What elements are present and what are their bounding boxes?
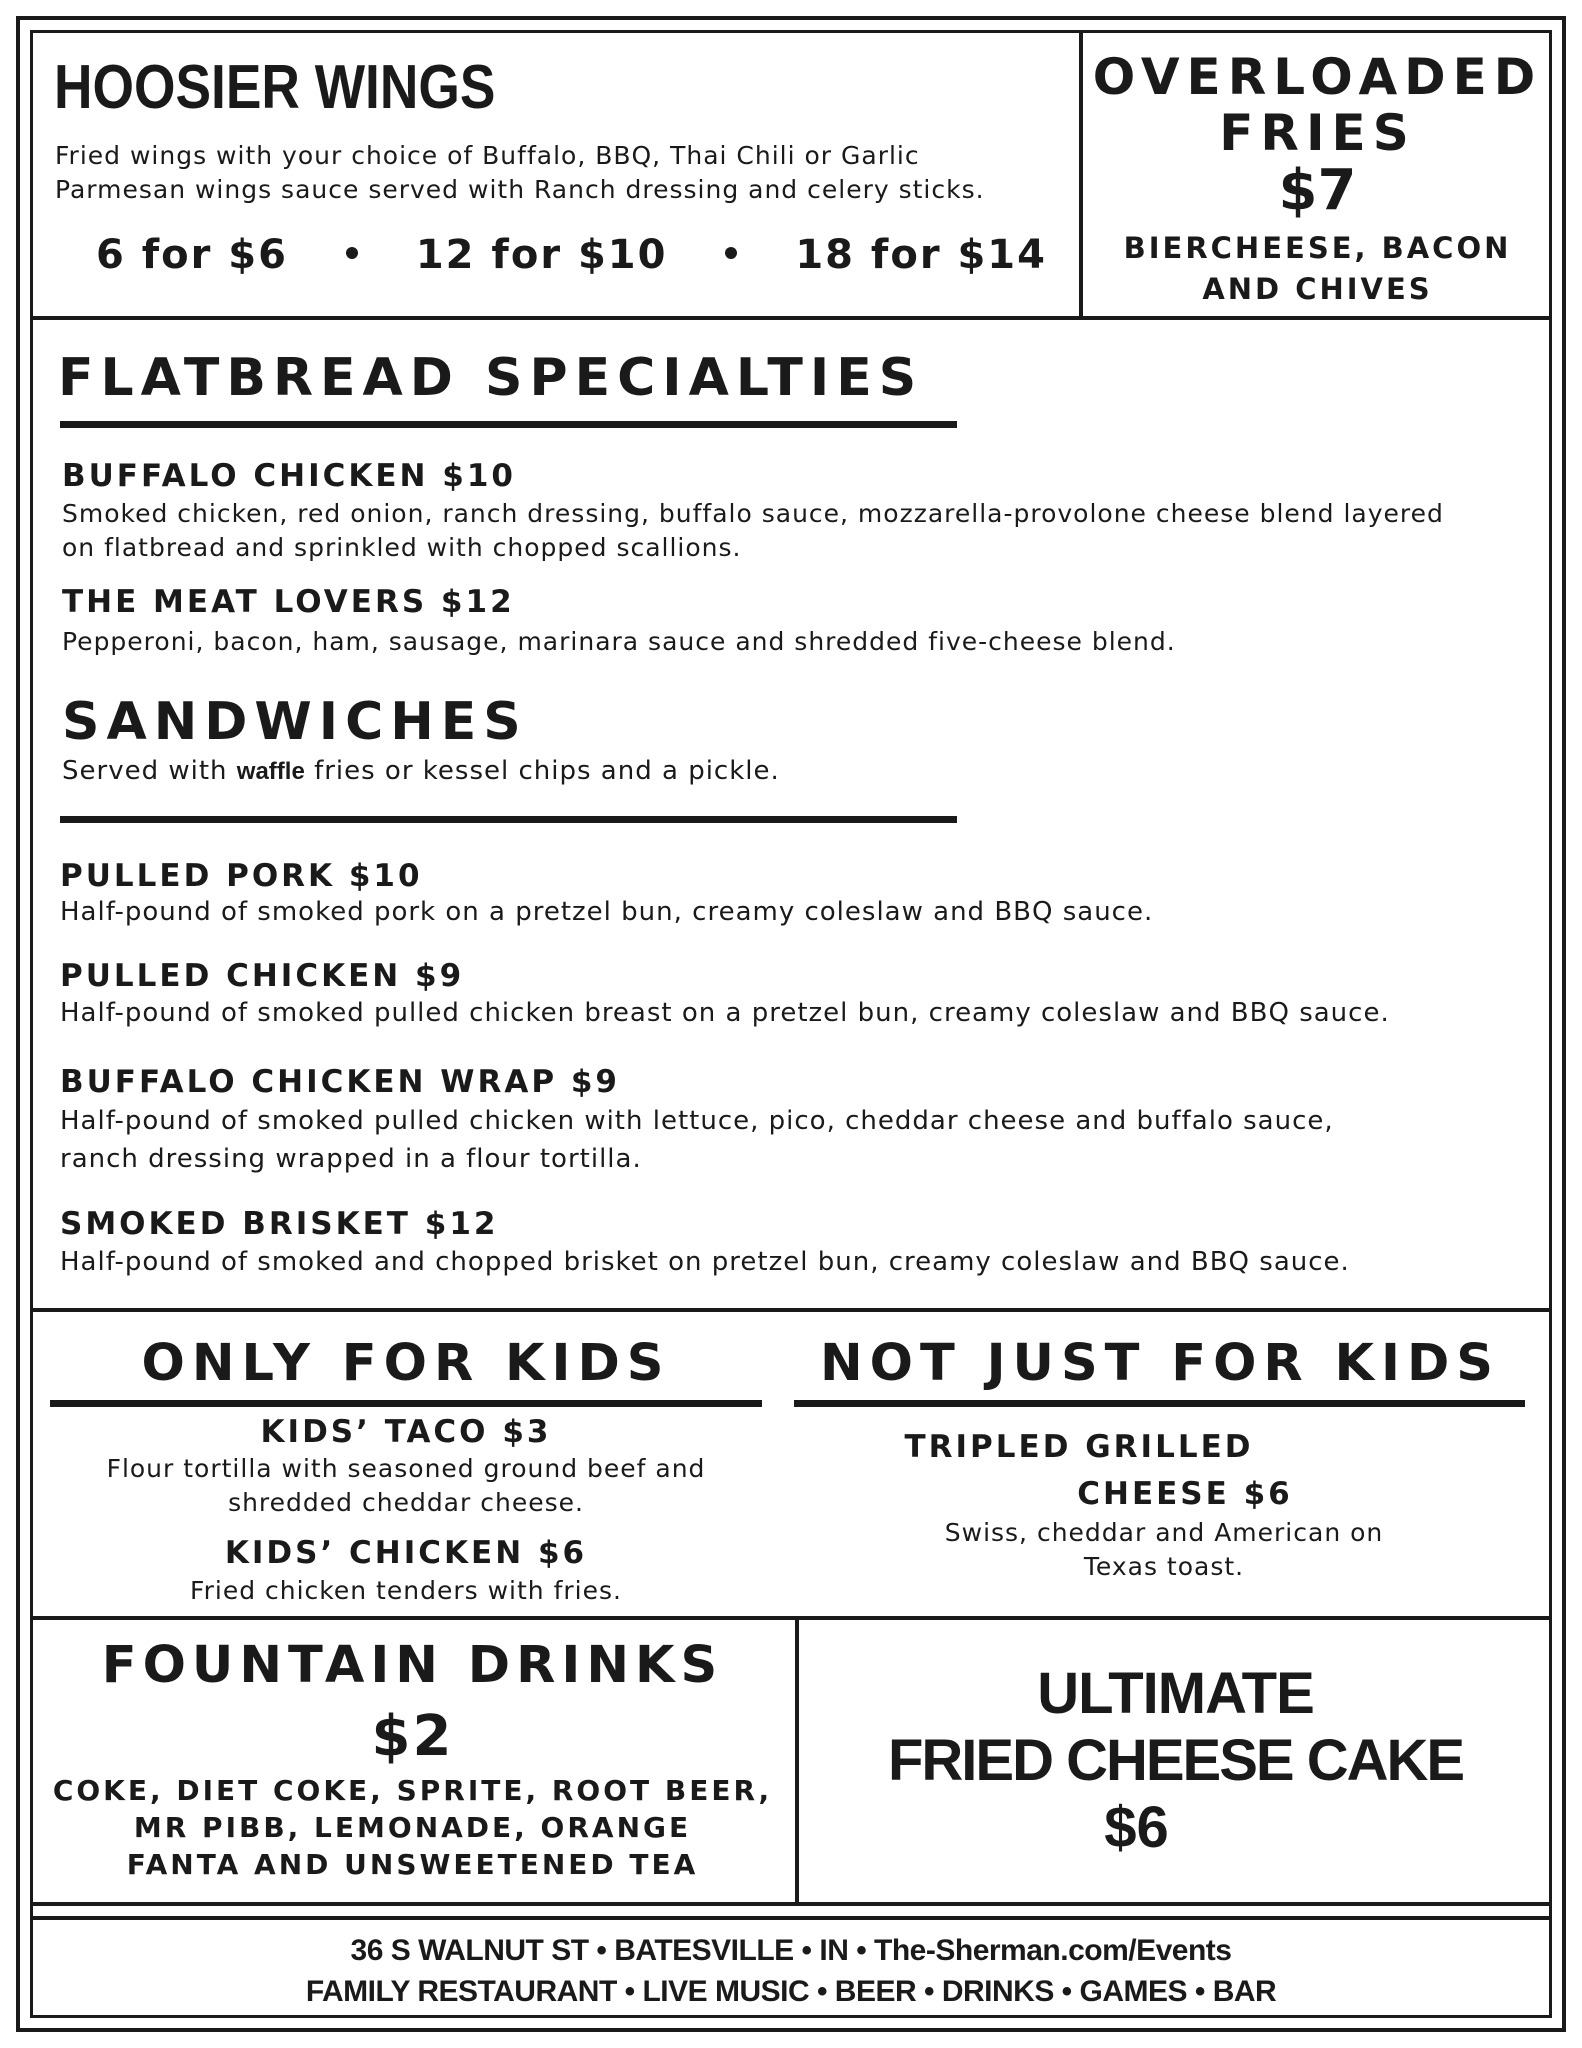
kids-item-desc: shredded cheddar cheese.: [228, 1488, 584, 1517]
sandwiches-rule: [60, 816, 957, 823]
cheesecake-line1: ULTIMATE: [1037, 1661, 1314, 1726]
drinks-price: $2: [371, 1704, 454, 1769]
flatbread-rule: [60, 421, 957, 428]
kids-item-desc: Flour tortilla with seasoned ground beef and: [106, 1454, 706, 1483]
sandwich-item-desc: Half-pound of smoked pulled chicken with lettuce, pico, cheddar cheese and buffalo sauce,: [60, 1106, 1334, 1136]
divider-kids: [30, 1616, 1552, 1620]
sandwiches-subtitle: [62, 753, 780, 790]
sandwich-item-title: PULLED CHICKEN $9: [60, 958, 465, 994]
wings-price-18: 18 for $14: [795, 232, 1047, 278]
sandwich-item-title: BUFFALO CHICKEN WRAP $9: [60, 1064, 621, 1100]
sandwich-item-title: SMOKED BRISKET $12: [60, 1206, 499, 1242]
wings-price-12: 12 for $10: [415, 232, 668, 278]
flatbread-heading: FLATBREAD SPECIALTIES: [58, 348, 924, 408]
sandwich-item-desc: Half-pound of smoked pork on a pretzel bun, creamy coleslaw and BBQ sauce.: [60, 897, 1154, 927]
kids-heading: ONLY FOR KIDS: [141, 1334, 671, 1393]
flatbread-item-desc: Smoked chicken, red onion, ranch dressing, buffalo sauce, mozzarella-provolone cheese blend layered: [62, 499, 1444, 528]
grilled-cheese-title-line1: TRIPLED GRILLED: [904, 1429, 1254, 1465]
wings-description-line1: Fried wings with your choice of Buffalo, BBQ, Thai Chili or Garlic: [55, 141, 920, 170]
flatbread-item-desc: Pepperoni, bacon, ham, sausage, marinara sauce and shredded five-cheese blend.: [62, 627, 1176, 656]
drinks-heading: FOUNTAIN DRINKS: [101, 1636, 724, 1695]
bullet-icon: [725, 247, 737, 259]
sandwiches-subtitle-emph: waffle: [236, 758, 305, 785]
sandwiches-heading: SANDWICHES: [62, 692, 528, 752]
grilled-cheese-desc-line1: Swiss, cheddar and American on: [944, 1518, 1384, 1547]
wings-title: HOOSIER WINGS: [54, 53, 496, 122]
cheesecake-line2: FRIED CHEESE CAKE: [887, 1728, 1464, 1793]
fries-toppings-line2: AND CHIVES: [1202, 272, 1433, 306]
sandwich-item-desc: ranch dressing wrapped in a flour tortilla.: [60, 1144, 642, 1174]
sandwich-item-desc: Half-pound of smoked pulled chicken breast on a pretzel bun, creamy coleslaw and BBQ sauce.: [60, 998, 1390, 1028]
divider-top: [30, 316, 1552, 320]
fries-toppings-line1: BIERCHEESE, BACON: [1123, 231, 1512, 265]
divider-footer-2: [30, 1916, 1552, 1920]
not-just-kids-heading: NOT JUST FOR KIDS: [819, 1334, 1501, 1393]
divider-footer-1: [30, 1902, 1552, 1906]
divider-mains: [30, 1308, 1552, 1312]
grilled-cheese-title-line2: CHEESE $6: [1077, 1476, 1293, 1512]
fries-title-line2: FRIES: [1219, 104, 1416, 162]
drinks-list-line2: MR PIBB, LEMONADE, ORANGE: [133, 1811, 692, 1844]
fries-price: $7: [1278, 158, 1357, 223]
kids-item-title: KIDS’ CHICKEN $6: [224, 1535, 588, 1571]
sandwich-item-title: PULLED PORK $10: [60, 858, 423, 894]
kids-item-desc: Fried chicken tenders with fries.: [190, 1576, 622, 1605]
footer-tagline: FAMILY RESTAURANT • LIVE MUSIC • BEER • DRINKS • GAMES • BAR: [305, 1975, 1277, 2008]
drinks-list-line1: COKE, DIET COKE, SPRITE, ROOT BEER,: [52, 1774, 773, 1807]
sandwich-item-desc: Half-pound of smoked and chopped brisket on pretzel bun, creamy coleslaw and BBQ sauce.: [60, 1247, 1350, 1277]
wings-price-6: 6 for $6: [96, 232, 288, 278]
wings-prices: [96, 232, 1047, 278]
cheesecake-price: $6: [1104, 1795, 1169, 1860]
sandwiches-subtitle-pre: Served with: [62, 756, 228, 786]
flatbread-item-desc: on flatbread and sprinkled with chopped scallions.: [62, 533, 742, 562]
flatbread-item-title: THE MEAT LOVERS $12: [62, 584, 515, 620]
sandwiches-subtitle-post: fries or kessel chips and a pickle.: [314, 756, 780, 786]
flatbread-item-title: BUFFALO CHICKEN $10: [62, 458, 517, 494]
footer-address: 36 S WALNUT ST • BATESVILLE • IN • The-Sherman.com/Events: [350, 1934, 1232, 1967]
kids-item-title: KIDS’ TACO $3: [260, 1414, 552, 1450]
fries-title-line1: OVERLOADED: [1092, 48, 1543, 106]
bullet-icon: [346, 247, 358, 259]
wings-description-line2: Parmesan wings sauce served with Ranch dressing and celery sticks.: [55, 175, 985, 204]
not-just-kids-rule: [794, 1400, 1525, 1407]
grilled-cheese-desc-line2: Texas toast.: [1083, 1552, 1245, 1581]
kids-rule: [50, 1400, 762, 1407]
drinks-list-line3: FANTA AND UNSWEETENED TEA: [126, 1848, 699, 1881]
